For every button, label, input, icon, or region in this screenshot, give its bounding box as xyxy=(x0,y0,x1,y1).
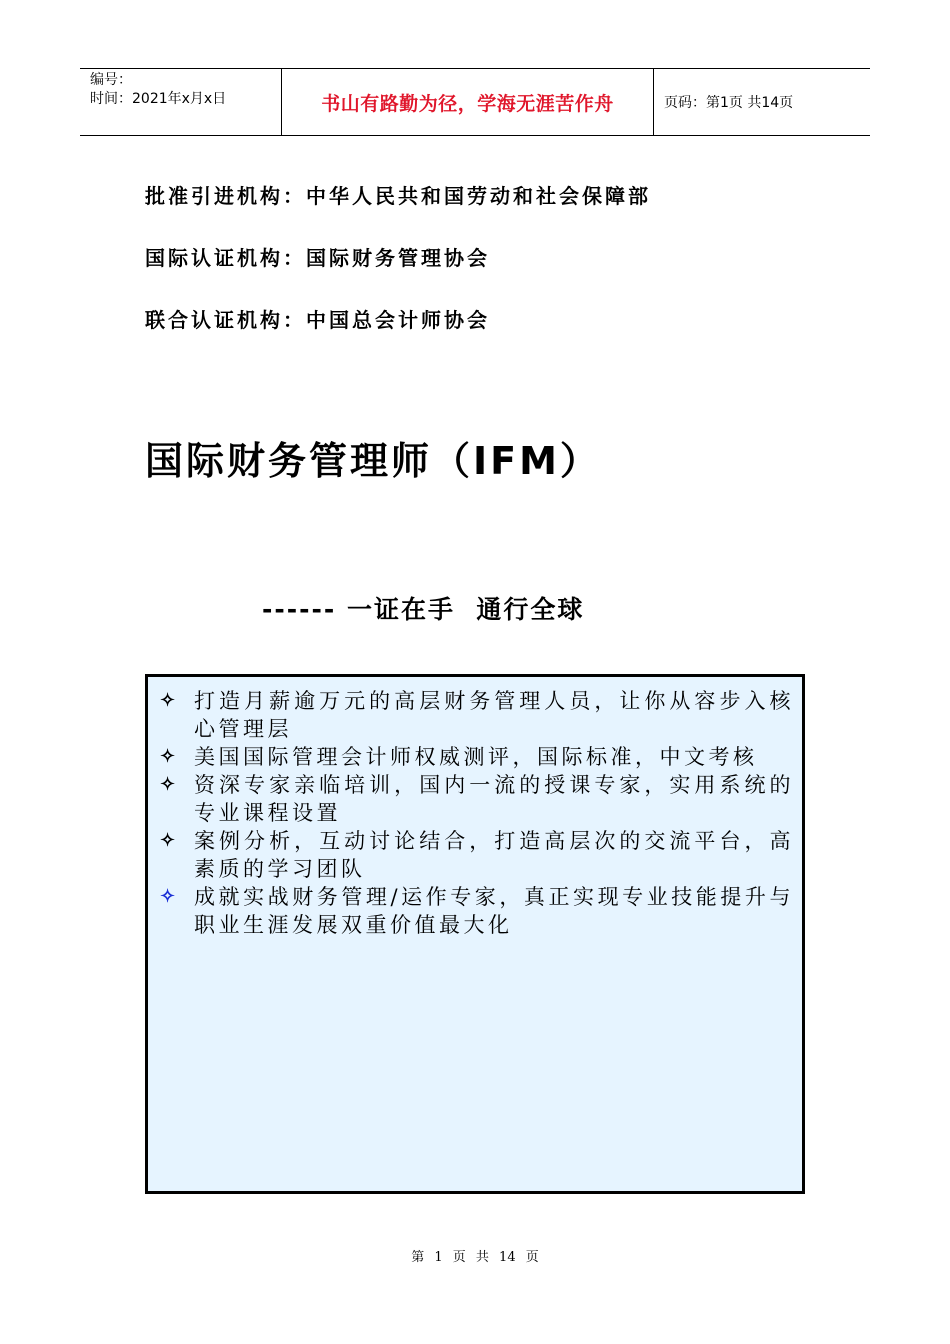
feature-box xyxy=(145,674,805,1194)
feature-text: 美国国际管理会计师权威测评，国际标准，中文考核 xyxy=(194,745,758,769)
info-approval: 批准引进机构：中华人民共和国劳动和社会保障部 xyxy=(145,184,651,208)
page-title: 国际财务管理师（IFM） xyxy=(145,439,601,483)
code-label: 编号： xyxy=(90,72,132,88)
feature-item xyxy=(160,883,794,939)
page-footer: 第 1 页 共 14 页 xyxy=(411,1250,539,1265)
star-diamond-icon: ✧ xyxy=(160,886,179,907)
star-diamond-icon: ✧ xyxy=(160,774,179,795)
feature-item xyxy=(160,771,794,827)
slogan: ------ 一证在手 通行全球 xyxy=(262,595,585,624)
time-label: 时间：2021年x月x日 xyxy=(90,91,227,107)
star-diamond-icon: ✧ xyxy=(160,690,179,711)
page-header xyxy=(80,68,870,136)
star-diamond-icon: ✧ xyxy=(160,830,179,851)
info-joint-cert: 联合认证机构：中国总会计师协会 xyxy=(145,308,490,332)
feature-text: 案例分析，互动讨论结合，打造高层次的交流平台，高素质的学习团队 xyxy=(194,829,794,881)
header-meta xyxy=(80,69,282,135)
header-page-info: 页码：第1页 共14页 xyxy=(664,95,794,111)
feature-item xyxy=(160,827,794,883)
feature-item xyxy=(160,743,794,771)
feature-item xyxy=(160,687,794,743)
info-international-cert: 国际认证机构：国际财务管理协会 xyxy=(145,246,490,270)
feature-text: 打造月薪逾万元的高层财务管理人员，让你从容步入核心管理层 xyxy=(194,689,794,741)
feature-text: 成就实战财务管理/运作专家，真正实现专业技能提升与职业生涯发展双重价值最大化 xyxy=(194,885,794,937)
star-diamond-icon: ✧ xyxy=(160,746,179,767)
feature-text: 资深专家亲临培训，国内一流的授课专家，实用系统的专业课程设置 xyxy=(194,773,794,825)
header-motto: 书山有路勤为径，学海无涯苦作舟 xyxy=(282,69,654,135)
